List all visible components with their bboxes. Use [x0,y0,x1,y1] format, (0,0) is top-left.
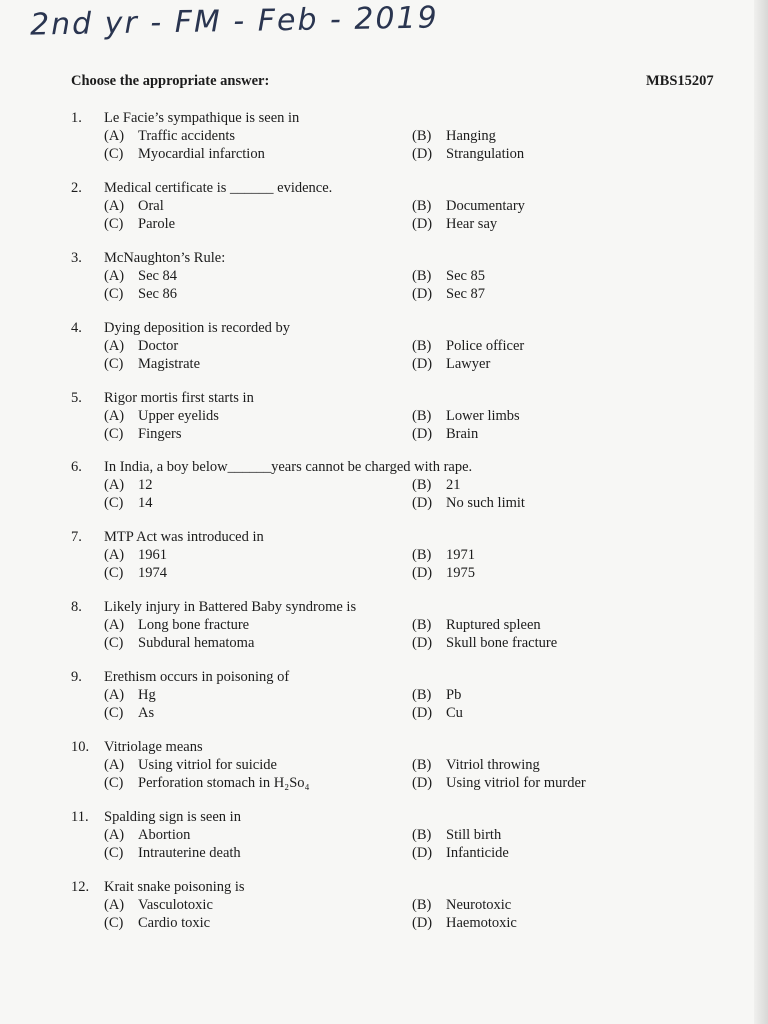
option-text: 1961 [138,547,167,563]
question-text: Krait snake poisoning is [104,879,245,895]
question-text: Erethism occurs in poisoning of [104,669,290,685]
question-text: Medical certificate is ______ evidence. [104,180,333,196]
option-c [104,914,210,932]
question-number: 11. [71,809,89,825]
option-a [104,896,213,914]
question-text: Vitriolage means [104,739,203,755]
option-text: Using vitriol for murder [446,775,586,791]
handwritten-note: 2nd yr - FM - Feb - 2019 [29,0,439,43]
option-text: Ruptured spleen [446,617,541,633]
question-number: 8. [71,599,82,615]
option-c [104,285,177,303]
option-b [412,616,541,634]
option-text: Sec 85 [446,268,486,284]
option-label: (B) [412,128,432,144]
option-label: (A) [104,338,125,354]
option-c [104,564,167,582]
option-text: Perforation stomach in H₂So₄ [138,775,310,791]
question-number: 1. [71,110,82,126]
option-text: Brain [446,426,479,442]
option-label: (C) [104,915,124,931]
option-text: Sec 86 [138,286,178,302]
question-number: 10. [71,739,90,755]
option-c [104,145,265,163]
option-label: (A) [104,198,125,214]
option-text: Neurotoxic [446,897,512,913]
option-label: (A) [104,477,125,493]
question-item [0,878,740,934]
option-d [412,145,524,163]
option-d [412,215,497,233]
option-a [104,337,178,355]
question-text: Spalding sign is seen in [104,809,241,825]
option-b [412,267,485,285]
question-text: Rigor mortis first starts in [104,390,254,406]
option-c [104,774,310,792]
option-text: 1971 [446,547,475,563]
option-text: 21 [446,477,461,493]
option-a [104,267,177,285]
option-a [104,197,164,215]
option-label: (A) [104,268,125,284]
option-text: Upper eyelids [138,408,219,424]
option-b [412,896,511,914]
option-text: Myocardial infarction [138,146,265,162]
question-number: 2. [71,180,82,196]
instruction-heading: Choose the appropriate answer: [71,73,270,89]
option-a [104,756,277,774]
option-c [104,425,182,443]
option-b [412,686,461,704]
option-b [412,127,496,145]
option-text: Documentary [446,198,525,214]
option-label: (B) [412,408,432,424]
question-item [0,458,740,514]
option-text: Doctor [138,338,179,354]
option-d [412,774,586,792]
option-label: (D) [412,705,433,721]
option-label: (D) [412,426,433,442]
option-b [412,476,461,494]
option-label: (B) [412,268,432,284]
option-label: (B) [412,338,432,354]
question-number: 7. [71,529,82,545]
option-label: (C) [104,565,124,581]
option-text: Lawyer [446,356,491,372]
option-label: (D) [412,915,433,931]
option-label: (B) [412,198,432,214]
option-d [412,494,525,512]
question-item [0,249,740,305]
option-text: Fingers [138,426,182,442]
option-label: (D) [412,286,433,302]
paper-code: MBS15207 [646,73,714,89]
option-text: 1975 [446,565,475,581]
option-label: (A) [104,687,125,703]
question-item [0,668,740,724]
option-label: (B) [412,547,432,563]
question-text: Le Facie’s sympathique is seen in [104,110,300,126]
option-a [104,546,167,564]
question-number: 12. [71,879,90,895]
option-b [412,756,540,774]
option-text: Skull bone fracture [446,635,558,651]
option-label: (D) [412,146,433,162]
option-label: (D) [412,356,433,372]
option-text: As [138,705,155,721]
option-text: Magistrate [138,356,201,372]
option-text: Sec 84 [138,268,178,284]
option-text: Haemotoxic [446,915,517,931]
option-b [412,407,520,425]
option-label: (A) [104,827,125,843]
question-item [0,319,740,375]
question-item [0,179,740,235]
option-label: (B) [412,477,432,493]
option-text: 12 [138,477,153,493]
option-label: (B) [412,687,432,703]
option-label: (D) [412,775,433,791]
option-a [104,686,156,704]
option-text: Police officer [446,338,525,354]
question-text: In India, a boy below______years cannot be charged with rape. [104,459,473,475]
page-edge [754,0,768,1024]
option-text: Strangulation [446,146,525,162]
option-label: (A) [104,408,125,424]
option-label: (A) [104,547,125,563]
option-d [412,285,485,303]
option-text: Sec 87 [446,286,486,302]
option-text: Long bone fracture [138,617,250,633]
question-number: 4. [71,320,82,336]
option-text: Abortion [138,827,191,843]
question-text: Dying deposition is recorded by [104,320,291,336]
question-text: MTP Act was introduced in [104,529,264,545]
question-number: 6. [71,459,82,475]
option-text: Hanging [446,128,496,144]
question-text: Likely injury in Battered Baby syndrome is [104,599,357,615]
option-text: Oral [138,198,164,214]
option-b [412,337,524,355]
option-label: (C) [104,216,124,232]
option-label: (B) [412,897,432,913]
option-c [104,844,241,862]
option-label: (B) [412,617,432,633]
question-number: 3. [71,250,82,266]
option-b [412,197,525,215]
option-label: (C) [104,845,124,861]
option-label: (B) [412,757,432,773]
option-label: (C) [104,356,124,372]
option-c [104,215,175,233]
option-label: (C) [104,705,124,721]
option-text: Cu [446,705,463,721]
option-label: (A) [104,897,125,913]
option-text: Lower limbs [446,408,520,424]
option-text: Using vitriol for suicide [138,757,277,773]
option-b [412,826,501,844]
option-a [104,407,219,425]
option-a [104,616,249,634]
question-number: 9. [71,669,82,685]
option-a [104,476,153,494]
option-label: (A) [104,617,125,633]
question-item [0,808,740,864]
option-c [104,355,200,373]
option-a [104,127,235,145]
option-b [412,546,475,564]
option-text: 14 [138,495,153,511]
option-d [412,634,557,652]
option-label: (C) [104,286,124,302]
question-item [0,598,740,654]
option-label: (C) [104,775,124,791]
question-item [0,738,740,794]
option-text: Intrauterine death [138,845,241,861]
option-label: (D) [412,495,433,511]
option-label: (A) [104,757,125,773]
option-label: (C) [104,146,124,162]
option-c [104,494,153,512]
option-c [104,704,154,722]
option-label: (C) [104,495,124,511]
question-item [0,528,740,584]
option-d [412,844,509,862]
option-label: (D) [412,565,433,581]
option-text: Hear say [446,216,498,232]
question-item [0,389,740,445]
option-text: Subdural hematoma [138,635,255,651]
option-text: Infanticide [446,845,509,861]
option-text: Pb [446,687,462,703]
option-label: (C) [104,426,124,442]
option-label: (A) [104,128,125,144]
question-item [0,109,740,165]
option-d [412,704,463,722]
option-label: (B) [412,827,432,843]
option-text: Traffic accidents [138,128,236,144]
option-text: Vitriol throwing [446,757,540,773]
option-label: (D) [412,635,433,651]
option-d [412,425,478,443]
option-text: Still birth [446,827,502,843]
option-text: Parole [138,216,176,232]
option-c [104,634,254,652]
option-a [104,826,190,844]
option-label: (D) [412,216,433,232]
option-d [412,355,490,373]
option-d [412,914,517,932]
option-text: 1974 [138,565,167,581]
option-text: Cardio toxic [138,915,211,931]
option-text: Vasculotoxic [138,897,213,913]
option-text: No such limit [446,495,525,511]
option-label: (D) [412,845,433,861]
option-text: Hg [138,687,156,703]
question-text: McNaughton’s Rule: [104,250,226,266]
option-d [412,564,475,582]
option-label: (C) [104,635,124,651]
question-number: 5. [71,390,82,406]
